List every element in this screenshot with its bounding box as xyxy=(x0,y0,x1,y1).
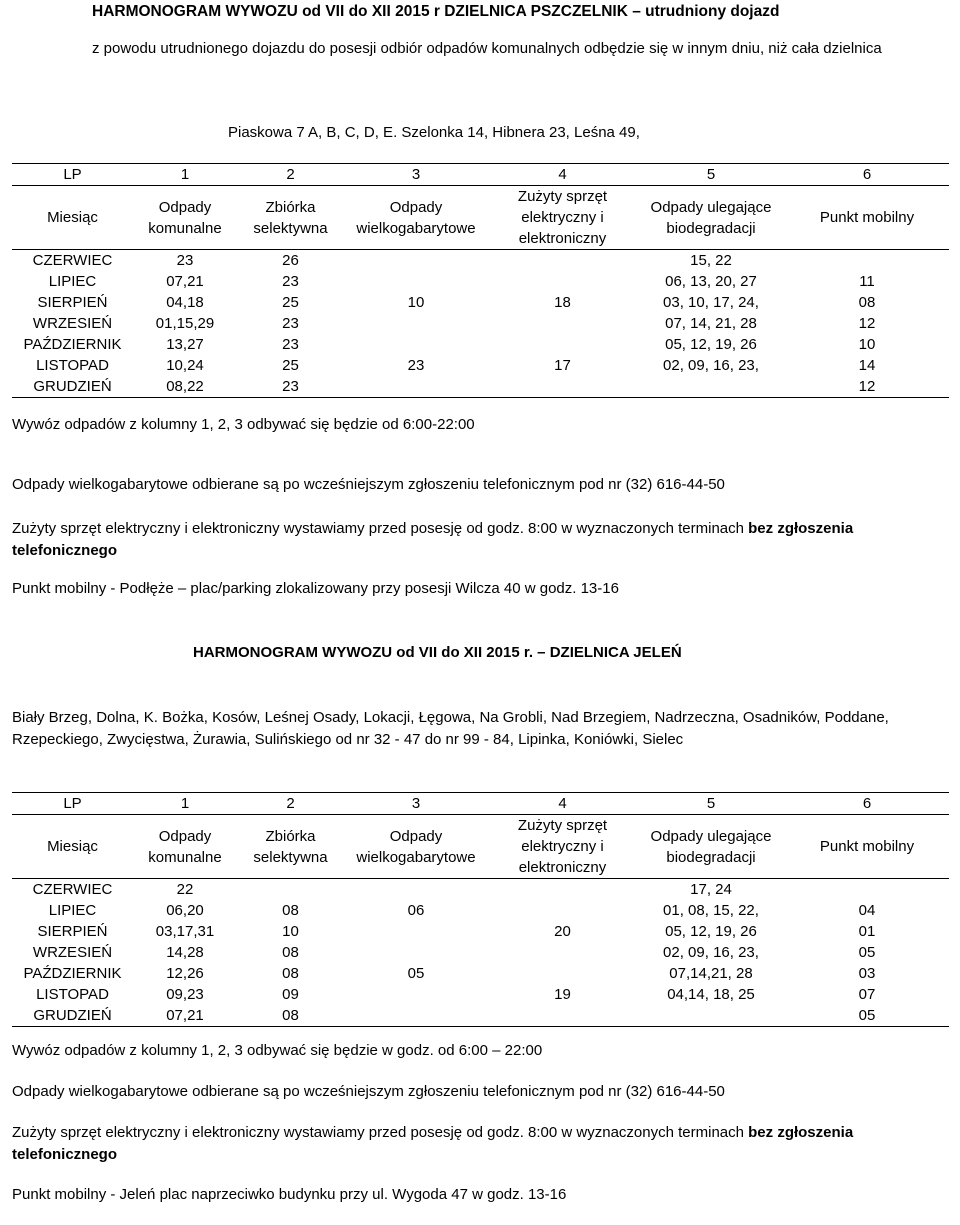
value-cell xyxy=(344,271,488,292)
value-cell: 23 xyxy=(176,252,194,269)
value-cell: 01,15,29 xyxy=(155,315,215,332)
value-cell: 08 xyxy=(282,944,299,961)
column-header: Odpady ulegające biodegradacji xyxy=(637,186,785,250)
value-cell: 17, 24 xyxy=(690,881,732,898)
value-cell xyxy=(488,1005,637,1027)
value-cell xyxy=(488,879,637,901)
lp-cell: 6 xyxy=(785,793,949,815)
value-cell xyxy=(344,984,488,1005)
month-cell: WRZESIEŃ xyxy=(32,944,113,961)
table-row xyxy=(12,334,949,355)
value-cell: 07 xyxy=(858,986,876,1003)
value-cell: 06, 13, 20, 27 xyxy=(665,273,757,290)
value-cell xyxy=(237,879,344,901)
value-cell: 25 xyxy=(282,357,299,374)
table-row xyxy=(12,942,949,963)
value-cell: 25 xyxy=(282,294,299,311)
section1-note-electronics xyxy=(12,518,942,562)
value-cell xyxy=(637,376,785,398)
value-cell: 05 xyxy=(407,965,425,982)
header-row xyxy=(12,815,949,879)
section1-note-bulky: Odpady wielkogabarytowe odbierane są po wcześniejszym zgłoszeniu telefonicznym pod nr (32) 616-44-50 xyxy=(12,476,725,493)
value-cell xyxy=(488,334,637,355)
table-row xyxy=(12,900,949,921)
month-cell: LISTOPAD xyxy=(36,357,109,374)
section1-streets: Piaskowa 7 A, B, C, D, E. Szelonka 14, Hibnera 23, Leśna 49, xyxy=(228,124,640,141)
value-cell: 07,21 xyxy=(133,1005,237,1027)
lp-row xyxy=(12,793,949,815)
value-cell: 10 xyxy=(407,294,425,311)
column-header: Zużyty sprzęt elektryczny i elektroniczny xyxy=(488,815,637,879)
month-cell: PAŹDZIERNIK xyxy=(23,965,122,982)
value-cell: 17 xyxy=(554,357,571,374)
value-cell: 10 xyxy=(858,336,876,353)
section2-title: HARMONOGRAM WYWOZU od VII do XII 2015 r. – DZIELNICA JELEŃ xyxy=(193,644,682,661)
section1-subtitle: z powodu utrudnionego dojazdu do posesji odbiór odpadów komunalnych odbędzie się w innym dniu, niż cała dzielnica xyxy=(92,40,882,57)
column-header: Zbiórka selektywna xyxy=(237,815,344,879)
table-row xyxy=(12,376,949,398)
value-cell: 11 xyxy=(859,273,875,290)
value-cell xyxy=(488,963,637,984)
section2-note-electronics-bold: bez zgłoszenia telefonicznego xyxy=(12,1124,854,1163)
value-cell xyxy=(488,900,637,921)
value-cell: 04 xyxy=(858,902,876,919)
value-cell xyxy=(344,879,488,901)
table-row xyxy=(12,984,949,1005)
value-cell: 08 xyxy=(282,902,299,919)
value-cell: 20 xyxy=(554,923,571,940)
value-cell: 03, 10, 17, 24, xyxy=(663,294,759,311)
section1-note-electronics-text: Zużyty sprzęt elektryczny i elektroniczny wystawiamy przed posesję od godz. 8:00 w wyznaczonych terminach xyxy=(12,520,744,537)
value-cell xyxy=(344,313,488,334)
value-cell xyxy=(344,376,488,398)
column-header: Miesiąc xyxy=(12,815,133,879)
table-row xyxy=(12,1005,949,1027)
month-cell: CZERWIEC xyxy=(32,881,113,898)
value-cell: 04,18 xyxy=(166,294,204,311)
column-header: Zbiórka selektywna xyxy=(237,186,344,250)
value-cell xyxy=(488,271,637,292)
table-row xyxy=(12,963,949,984)
value-cell: 03,17,31 xyxy=(155,923,215,940)
section2-streets: Biały Brzeg, Dolna, K. Bożka, Kosów, Leśnej Osady, Lokacji, Łęgowa, Na Grobli, Nad Brzegiem, Nadrzeczna, Osadników, Poddane, Rzepeckiego, Zwycięstwa, Żurawia, Sulińskiego od nr 32 - 47 do nr 99 - 84, Lipinka, Koniówki, Sielec xyxy=(12,709,889,748)
value-cell: 14,28 xyxy=(166,944,204,961)
value-cell: 10,24 xyxy=(166,357,204,374)
lp-cell: LP xyxy=(12,164,133,186)
value-cell: 05, 12, 19, 26 xyxy=(665,923,757,940)
month-cell: CZERWIEC xyxy=(32,252,113,269)
value-cell xyxy=(344,921,488,942)
month-cell: SIERPIEŃ xyxy=(37,923,108,940)
section1-title: HARMONOGRAM WYWOZU od VII do XII 2015 r DZIELNICA PSZCZELNIK – utrudniony dojazd xyxy=(92,3,780,20)
value-cell: 13,27 xyxy=(166,336,204,353)
value-cell: 07, 14, 21, 28 xyxy=(665,315,757,332)
month-cell: GRUDZIEŃ xyxy=(12,376,133,398)
value-cell: 23 xyxy=(237,376,344,398)
lp-cell: 1 xyxy=(133,793,237,815)
lp-cell: 6 xyxy=(785,164,949,186)
month-cell: LIPIEC xyxy=(48,902,97,919)
column-header: Zużyty sprzęt elektryczny i elektroniczny xyxy=(488,186,637,250)
value-cell xyxy=(785,250,949,272)
section2-note-electronics xyxy=(12,1122,942,1166)
value-cell xyxy=(344,1005,488,1027)
value-cell xyxy=(488,250,637,272)
value-cell: 12,26 xyxy=(166,965,204,982)
value-cell: 23 xyxy=(282,315,299,332)
value-cell xyxy=(488,376,637,398)
value-cell xyxy=(344,250,488,272)
value-cell: 12 xyxy=(785,376,949,398)
column-header: Miesiąc xyxy=(12,186,133,250)
value-cell: 05 xyxy=(785,1005,949,1027)
column-header: Odpady wielkogabarytowe xyxy=(344,815,488,879)
value-cell: 02, 09, 16, 23, xyxy=(663,357,759,374)
month-cell: LISTOPAD xyxy=(36,986,109,1003)
value-cell: 23 xyxy=(282,273,299,290)
month-cell: SIERPIEŃ xyxy=(37,294,108,311)
value-cell: 08,22 xyxy=(133,376,237,398)
value-cell: 02, 09, 16, 23, xyxy=(663,944,759,961)
value-cell xyxy=(344,334,488,355)
section2-note-electronics-text: Zużyty sprzęt elektryczny i elektroniczny wystawiamy przed posesję od godz. 8:00 w wyznaczonych terminach xyxy=(12,1124,744,1141)
value-cell: 08 xyxy=(282,965,299,982)
value-cell xyxy=(488,313,637,334)
value-cell: 04,14, 18, 25 xyxy=(667,986,755,1003)
value-cell: 23 xyxy=(282,336,299,353)
value-cell: 26 xyxy=(282,252,299,269)
section2-note-bulky: Odpady wielkogabarytowe odbierane są po wcześniejszym zgłoszeniu telefonicznym pod nr (32) 616-44-50 xyxy=(12,1083,725,1100)
lp-cell: 2 xyxy=(237,793,344,815)
section2-schedule-table xyxy=(12,792,949,1027)
table-row xyxy=(12,292,949,313)
table-row xyxy=(12,250,949,272)
value-cell xyxy=(344,942,488,963)
value-cell: 22 xyxy=(176,881,194,898)
value-cell: 05, 12, 19, 26 xyxy=(665,336,757,353)
value-cell: 07,14,21, 28 xyxy=(669,965,753,982)
value-cell: 06,20 xyxy=(166,902,204,919)
lp-cell: 3 xyxy=(344,793,488,815)
value-cell: 07,21 xyxy=(166,273,204,290)
table-row xyxy=(12,313,949,334)
month-cell: WRZESIEŃ xyxy=(32,315,113,332)
value-cell: 18 xyxy=(554,294,571,311)
value-cell xyxy=(785,879,949,901)
value-cell: 05 xyxy=(858,944,876,961)
value-cell: 19 xyxy=(554,986,571,1003)
table-row xyxy=(12,879,949,901)
header-row xyxy=(12,186,949,250)
table-row xyxy=(12,271,949,292)
lp-cell: 2 xyxy=(237,164,344,186)
table-row xyxy=(12,355,949,376)
month-cell: GRUDZIEŃ xyxy=(12,1005,133,1027)
section1-schedule-table xyxy=(12,163,949,398)
section1-note-hours: Wywóz odpadów z kolumny 1, 2, 3 odbywać się będzie od 6:00-22:00 xyxy=(12,416,475,433)
lp-cell: 5 xyxy=(637,164,785,186)
lp-cell: 4 xyxy=(488,793,637,815)
section2-note-hours: Wywóz odpadów z kolumny 1, 2, 3 odbywać się będzie w godz. od 6:00 – 22:00 xyxy=(12,1042,543,1059)
value-cell xyxy=(488,942,637,963)
month-cell: LIPIEC xyxy=(48,273,97,290)
column-header: Odpady komunalne xyxy=(133,186,237,250)
table-row xyxy=(12,921,949,942)
value-cell: 08 xyxy=(858,294,876,311)
lp-row xyxy=(12,164,949,186)
value-cell: 08 xyxy=(237,1005,344,1027)
value-cell: 10 xyxy=(282,923,299,940)
value-cell: 03 xyxy=(858,965,876,982)
column-header: Odpady komunalne xyxy=(133,815,237,879)
month-cell: PAŹDZIERNIK xyxy=(23,336,122,353)
value-cell: 06 xyxy=(407,902,425,919)
section2-note-mobile-point: Punkt mobilny - Jeleń plac naprzeciwko budynku przy ul. Wygoda 47 w godz. 13-16 xyxy=(12,1186,567,1203)
value-cell: 01, 08, 15, 22, xyxy=(663,902,759,919)
section1-note-mobile-point: Punkt mobilny - Podłęże – plac/parking zlokalizowany przy posesji Wilcza 40 w godz. 13-16 xyxy=(12,580,619,597)
lp-cell: 5 xyxy=(637,793,785,815)
lp-cell: LP xyxy=(12,793,133,815)
lp-cell: 1 xyxy=(133,164,237,186)
value-cell: 12 xyxy=(858,315,876,332)
value-cell xyxy=(637,1005,785,1027)
section1-note-electronics-bold: bez zgłoszenia telefonicznego xyxy=(12,520,854,559)
value-cell: 09,23 xyxy=(166,986,204,1003)
value-cell: 09 xyxy=(282,986,299,1003)
column-header: Punkt mobilny xyxy=(785,815,949,879)
value-cell: 14 xyxy=(858,357,876,374)
value-cell: 01 xyxy=(858,923,876,940)
value-cell: 15, 22 xyxy=(690,252,732,269)
column-header: Odpady wielkogabarytowe xyxy=(344,186,488,250)
lp-cell: 4 xyxy=(488,164,637,186)
lp-cell: 3 xyxy=(344,164,488,186)
value-cell: 23 xyxy=(407,357,425,374)
column-header: Odpady ulegające biodegradacji xyxy=(637,815,785,879)
column-header: Punkt mobilny xyxy=(785,186,949,250)
